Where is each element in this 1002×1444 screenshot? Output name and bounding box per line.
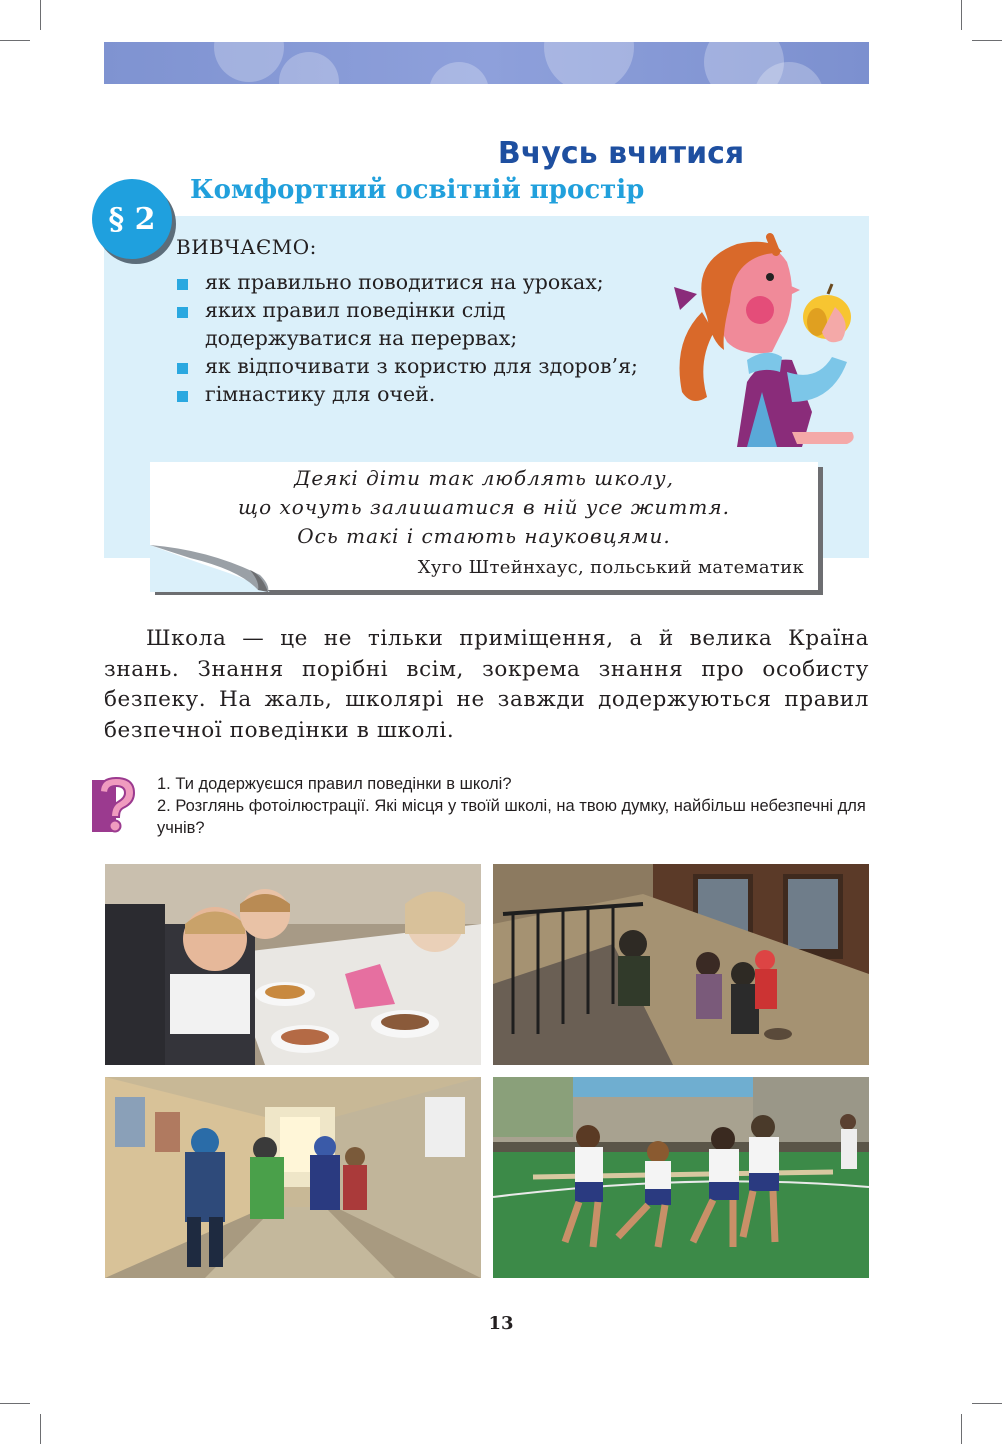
question-1: 1. Ти додержуєшся правил поведінки в школі?	[157, 775, 512, 793]
question-2: 2. Розглянь фотоілюстрації. Які місця у твоїй школі, на твою думку, найбільш небезпечні для учнів?	[157, 797, 866, 837]
crop-mark	[972, 1403, 1002, 1404]
body-paragraph-text: Школа — це не тільки приміщення, а й велика Країна знань. Знання порібні всім, зокрема знання про особисту безпеку. На жаль, школярі не завжди додержуються правил безпечної поведінки в школі.	[104, 626, 869, 743]
header-banner	[104, 42, 869, 84]
list-item-text: гімнастику для очей.	[205, 382, 436, 406]
list-item	[176, 296, 666, 352]
bullet-icon	[177, 279, 188, 290]
list-item	[176, 352, 666, 380]
photo-school-corridor	[105, 1077, 481, 1278]
crop-mark	[961, 1414, 962, 1444]
list-item	[176, 268, 666, 296]
quote-text	[150, 464, 818, 551]
crop-mark	[40, 1414, 41, 1444]
question-mark-icon	[90, 774, 142, 834]
list-item-text: як правильно поводитися на уроках;	[205, 270, 604, 294]
girl-eating-apple-illustration	[652, 232, 864, 450]
bullet-icon	[177, 391, 188, 402]
quote-line: Ось такі і стають науковцями.	[297, 524, 671, 548]
bullet-icon	[177, 363, 188, 374]
crop-mark	[0, 1403, 30, 1404]
questions-block	[157, 773, 869, 839]
photo-school-canteen	[105, 864, 481, 1065]
photo-tug-of-war	[493, 1077, 869, 1278]
list-item	[176, 380, 666, 408]
quote-author: Хуго Штейнхаус, польський математик	[417, 557, 804, 578]
quote-line: що хочуть залишатися в ній усе життя.	[238, 495, 730, 519]
section-title	[0, 136, 1002, 171]
body-paragraph	[104, 624, 869, 746]
study-list	[176, 268, 666, 408]
study-heading: ВИВЧАЄМО:	[176, 235, 317, 259]
crop-mark	[972, 40, 1002, 41]
crop-mark	[40, 0, 41, 30]
section-title-text: Вчусь вчитися	[497, 136, 745, 171]
page-number: 13	[488, 1313, 514, 1334]
list-item-text: як відпочивати з користю для здоров’я;	[205, 354, 638, 378]
topic-title: Комфортний освітній простір	[190, 175, 645, 205]
photo-school-stairs	[493, 864, 869, 1065]
list-item-text: яких правил поведінки слід додержуватися на перервах;	[205, 298, 518, 350]
crop-mark	[961, 0, 962, 30]
crop-mark	[0, 40, 30, 41]
bullet-icon	[177, 307, 188, 318]
quote-line: Деякі діти так люблять школу,	[294, 466, 674, 490]
section-badge: § 2	[92, 179, 172, 259]
